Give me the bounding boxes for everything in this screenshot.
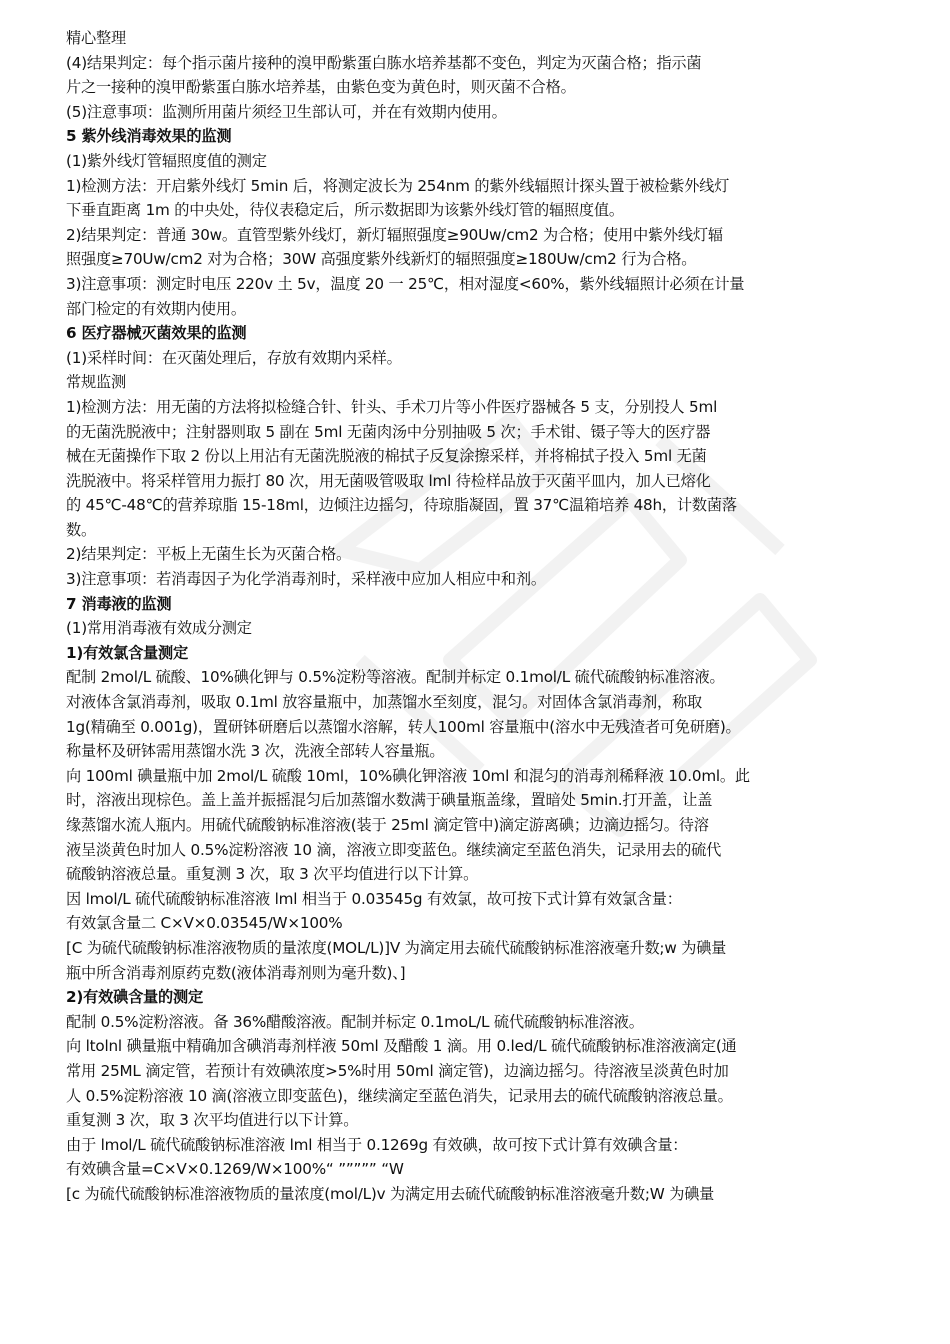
text-line: 片之一接种的溴甲酚紫蛋白胨水培养基，由紫色变为黄色时，则灭菌不合格。	[66, 78, 576, 97]
text-line: 的无菌洗脱液中；注射器则取 5 副在 5ml 无菌肉汤中分别抽吸 5 次；手术钳、镊子等大的医疗器	[66, 422, 711, 441]
text-line: [c 为硫代硫酸钠标准溶液物质的量浓度(mol/L)v 为满定用去硫代硫酸钠标准溶液毫升数;W 为碘量	[66, 1184, 715, 1203]
text-line: 有效氯含量二 C×V×0.03545/W×100%	[66, 914, 343, 933]
section-heading: 7 消毒液的监测	[66, 594, 172, 613]
text-line: 向 100ml 碘量瓶中加 2mol/L 硫酸 10ml，10%碘化钾溶液 10ml 和混匀的消毒剂稀释液 10.0ml。此	[66, 766, 750, 785]
text-line: 械在无菌操作下取 2 份以上用沾有无菌洗脱液的棉拭子反复涂擦采样，并将棉拭子投入 5ml 无菌	[66, 447, 707, 466]
text-line: 1)检测方法：用无菌的方法将拟检缝合针、针头、手术刀片等小件医疗器械各 5 支，分别投人 5ml	[66, 397, 718, 416]
text-line: 时，溶液出现棕色。盖上盖并振摇混匀后加蒸馏水数满于碘量瓶盖缘，置暗处 5min.打开盖，让盖	[66, 791, 713, 810]
text-line: (1)采样时间：在灭菌处理后，存放有效期内采样。	[66, 348, 402, 367]
text-line: 重复测 3 次，取 3 次平均值进行以下计算。	[66, 1111, 359, 1130]
text-line: 称量杯及研钵需用蒸馏水洗 3 次，洗液全部转人容量瓶。	[66, 742, 445, 761]
text-line: 缘蒸馏水流人瓶内。用硫代硫酸钠标准溶液(装于 25ml 滴定管中)滴定游离碘；边滴边摇匀。待溶	[66, 816, 709, 834]
text-line: 因 lmol/L 硫代硫酸钠标准溶液 lml 相当于 0.03545g 有效氯，故可按下式计算有效氯含量：	[66, 889, 682, 908]
text-line: 的 45℃-48℃的营养琼脂 15-18ml，边倾注边摇匀，待琼脂凝固，置 37℃温箱培养 48h，计数菌落	[66, 496, 737, 515]
text-line: 照强度≥70Uw/cm2 对为合格；30W 高强度紫外线新灯的辐照强度≥180Uw/cm2 行为合格。	[66, 250, 697, 269]
text-line: 硫酸钠溶液总量。重复测 3 次，取 3 次平均值进行以下计算。	[66, 865, 479, 884]
text-line: 洗脱液中。将采样管用力振打 80 次，用无菌吸管吸取 lml 待检样品放于灭菌平皿内，加人已熔化	[66, 471, 711, 490]
section-heading: 2)有效碘含量的测定	[66, 988, 204, 1007]
text-line: 由于 lmol/L 硫代硫酸钠标准溶液 lml 相当于 0.1269g 有效碘，故可按下式计算有效碘含量：	[66, 1135, 688, 1154]
text-line: 液呈淡黄色时加人 0.5%淀粉溶液 10 滴，溶液立即变蓝色。继续滴定至蓝色消失，记录用去的硫代	[66, 840, 722, 859]
text-line: 下垂直距离 1m 的中央处，待仪表稳定后，所示数据即为该紫外线灯管的辐照度值。	[66, 201, 624, 220]
text-line: 有效碘含量=C×V×0.1269/W×100%“ ””””” “W	[66, 1160, 404, 1179]
section-heading: 5 紫外线消毒效果的监测	[66, 127, 232, 146]
text-line: (1)紫外线灯管辐照度值的测定	[66, 151, 267, 170]
text-line: 人 0.5%淀粉溶液 10 滴(溶液立即变蓝色)，继续滴定至蓝色消失，记录用去的硫代硫酸钠溶液总量。	[66, 1086, 733, 1105]
text-line: 3)注意事项：测定时电压 220v 土 5v，温度 20 一 25℃，相对湿度<60%，紫外线辐照计必须在计量	[66, 274, 745, 293]
text-line: [C 为硫代硫酸钠标准溶液物质的量浓度(MOL/L)]V 为滴定用去硫代硫酸钠标准溶液毫升数;w 为碘量	[66, 938, 727, 957]
text-line: 配制 0.5%淀粉溶液。备 36%醋酸溶液。配制并标定 0.1moL/L 硫代硫酸钠标准溶液。	[66, 1012, 644, 1031]
text-line: 精心整理	[66, 29, 126, 47]
text-line: 3)注意事项：若消毒因子为化学消毒剂时，采样液中应加人相应中和剂。	[66, 570, 546, 589]
section-heading: 1)有效氯含量测定	[66, 643, 189, 662]
section-heading: 6 医疗器械灭菌效果的监测	[66, 324, 247, 343]
text-line: 部门检定的有效期内使用。	[66, 299, 246, 318]
text-line: 数。	[66, 520, 96, 539]
text-line: 瓶中所含消毒剂原药克数(液体消毒剂则为毫升数)、]	[66, 963, 406, 982]
text-line: 常用 25ML 滴定管，若预计有效碘浓度>5%时用 50ml 滴定管)，边滴边摇匀。待溶液呈淡黄色时加	[66, 1061, 729, 1080]
text-line: 2)结果判定：普通 30w。直管型紫外线灯，新灯辐照强度≥90Uw/cm2 为合格；使用中紫外线灯辐	[66, 225, 723, 244]
text-line: 1g(精确至 0.001g)，置研钵研磨后以蒸馏水溶解，转人100ml 容量瓶中(溶水中无残渣者可免研磨)。	[66, 717, 741, 736]
text-line: (1)常用消毒液有效成分测定	[66, 619, 252, 638]
text-line: 1)检测方法：开启紫外线灯 5min 后，将测定波长为 254nm 的紫外线辐照计探头置于被检紫外线灯	[66, 176, 730, 195]
text-line: 常规监测	[66, 373, 126, 392]
text-line: (5)注意事项：监测所用菌片须经卫生部认可，并在有效期内使用。	[66, 102, 507, 121]
text-line: 配制 2mol/L 硫酸、10%碘化钾与 0.5%淀粉等溶液。配制并标定 0.1mol/L 硫代硫酸钠标准溶液。	[66, 668, 725, 687]
text-line: (4)结果判定：每个指示菌片接种的溴甲酚紫蛋白胨水培养基都不变色，判定为灭菌合格；指示菌	[66, 53, 702, 72]
text-line: 2)结果判定：平板上无菌生长为灭菌合格。	[66, 545, 351, 564]
text-line: 向 ltolnl 碘量瓶中精确加含碘消毒剂样液 50ml 及醋酸 1 滴。用 0.led/L 硫代硫酸钠标准溶液滴定(通	[66, 1037, 737, 1056]
text-line: 对液体含氯消毒剂，吸取 0.1ml 放容量瓶中，加蒸馏水至刻度，混匀。对固体含氯消毒剂，称取	[66, 693, 702, 712]
document-body	[66, 26, 886, 1207]
